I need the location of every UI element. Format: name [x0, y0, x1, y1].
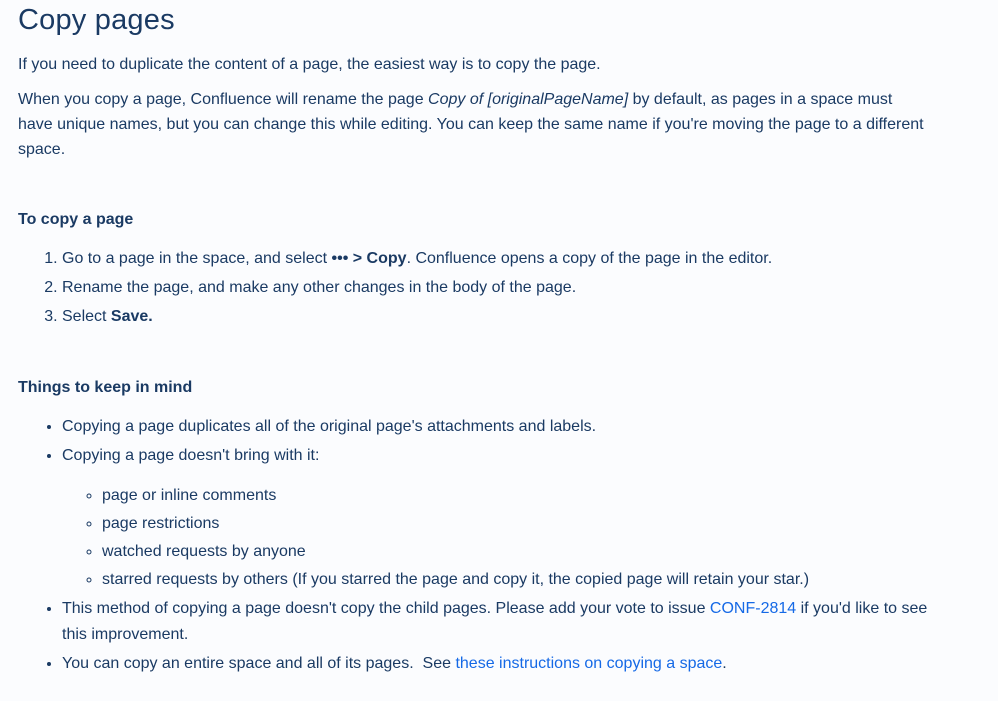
intro-paragraph-2-text-post: by default, as pages in a space must have unique names, but you can change this while editing. You can keep the same name if you're moving the page to a different space.: [18, 91, 929, 158]
article-content: [0, 2, 930, 677]
copy-step-2-text: Rename the page, and make any other changes in the body of the page.: [62, 279, 577, 296]
copy-step-1-text-pre: Go to a page in the space, and select: [62, 250, 332, 267]
not-copied-comments-text: page or inline comments: [102, 487, 277, 504]
original-page-name-placeholder: Copy of [originalPageName]: [428, 91, 629, 108]
save-label: Save.: [110, 308, 153, 325]
notes-list: [18, 414, 930, 677]
note-doesnt-bring-text: Copying a page doesn't bring with it:: [62, 447, 320, 464]
not-copied-restrictions-text: page restrictions: [102, 515, 220, 532]
copy-step-2: [62, 275, 930, 301]
note-child-pages-text-pre: This method of copying a page doesn't copy the child pages. Please add your vote to issue: [62, 600, 710, 617]
intro-paragraph-2: [18, 87, 930, 162]
section-heading-things-to-keep-in-mind: Things to keep in mind: [18, 379, 193, 396]
page-title: Copy pages: [18, 4, 175, 36]
note-copy-space-text-pre: You can copy an entire space and all of its pages. See: [62, 655, 456, 672]
more-actions-copy-menu-path: ••• > Copy: [331, 250, 407, 267]
not-copied-items-list: [62, 483, 930, 593]
section-heading-to-copy-a-page: To copy a page: [18, 211, 134, 228]
intro-paragraph-2-text-pre: When you copy a page, Confluence will rename the page: [18, 91, 429, 108]
conf-2814-issue-link[interactable]: CONF-2814: [709, 600, 797, 617]
note-copy-space: [62, 651, 930, 677]
note-attachments-labels-text: Copying a page duplicates all of the original page's attachments and labels.: [62, 418, 597, 435]
copy-step-1-text-post: . Confluence opens a copy of the page in the editor.: [406, 250, 773, 267]
not-copied-restrictions: [102, 511, 930, 537]
copy-step-3: [62, 304, 930, 330]
intro-paragraph-1: [18, 52, 930, 77]
copy-step-1: [62, 246, 930, 272]
note-copy-space-text-post: .: [722, 655, 727, 672]
not-copied-stars: [102, 567, 930, 593]
not-copied-comments: [102, 483, 930, 509]
note-child-pages-text-post: if you'd like to see this improvement.: [62, 600, 932, 643]
copy-steps-list: [18, 246, 930, 330]
note-attachments-labels: [62, 414, 930, 440]
not-copied-watches-text: watched requests by anyone: [102, 543, 306, 560]
copy-step-3-text-pre: Select: [62, 308, 111, 325]
intro-paragraph-1-text: If you need to duplicate the content of a page, the easiest way is to copy the page.: [18, 56, 601, 73]
copy-space-instructions-link[interactable]: these instructions on copying a space: [455, 655, 723, 672]
not-copied-watches: [102, 539, 930, 565]
note-child-pages: [62, 596, 930, 648]
not-copied-stars-text: starred requests by others (If you starred the page and copy it, the copied page will retain your star.): [102, 571, 810, 588]
note-doesnt-bring: [62, 443, 930, 593]
